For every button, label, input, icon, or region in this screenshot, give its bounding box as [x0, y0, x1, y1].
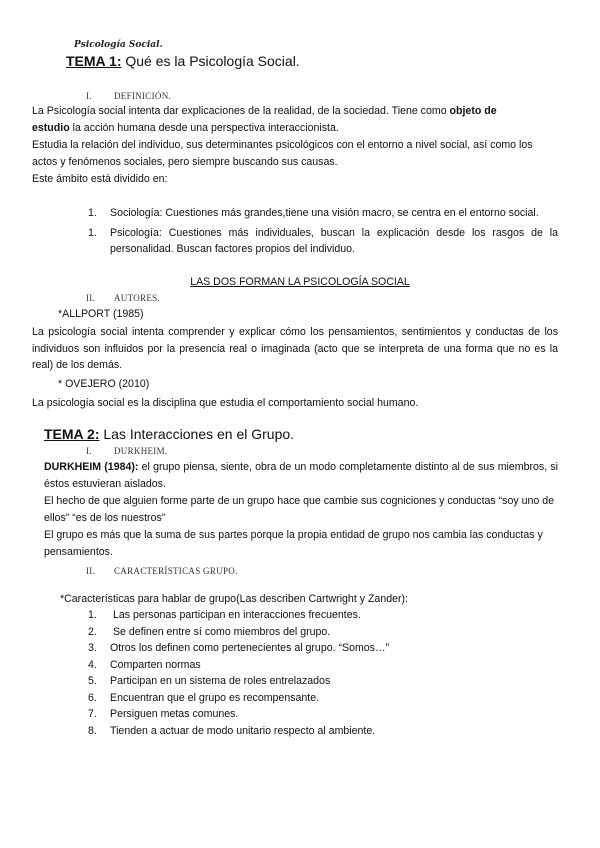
- text-run: la acción humana desde una perspectiva interaccionista.: [69, 121, 339, 134]
- section-number: I.: [86, 446, 92, 456]
- tema1-section-autores: [86, 293, 160, 303]
- tema1-heading: [66, 53, 300, 69]
- tema2-paragraph-3: El grupo es más que la suma de sus partes porque la propia entidad de grupo nos cambia las conductas y pensamientos.: [44, 529, 543, 558]
- list-text: Psicología: Cuestiones más individuales, buscan la explicación desde los rasgos de la personalidad. Buscan factores propios del individuo.: [110, 226, 558, 255]
- list-number: 2.: [88, 625, 97, 638]
- list-text: Persiguen metas comunes.: [110, 708, 239, 720]
- tema2-section-durkheim: [86, 446, 167, 456]
- list-item: [88, 690, 528, 707]
- list-text: Comparten normas: [110, 658, 201, 671]
- tema1-division-list: [88, 205, 558, 258]
- list-text: Encuentran que el grupo es recompensante.: [110, 691, 320, 704]
- list-item: [88, 205, 558, 222]
- tema2-heading: [44, 426, 294, 442]
- tema2-section-caracteristicas: [86, 566, 238, 576]
- list-item: [88, 723, 528, 740]
- list-number: 7.: [88, 708, 97, 720]
- list-text: Otros los definen como pertenecientes al grupo. “Somos…”: [110, 642, 390, 654]
- section-title: CARACTERÍSTICAS GRUPO.: [114, 566, 238, 576]
- ovejero-definition: La psicología social es la disciplina que estudia el comportamiento social humano.: [32, 397, 419, 409]
- tema1-section-definicion: [86, 91, 171, 101]
- list-item: [88, 607, 528, 624]
- section-title: DEFINICIÓN.: [114, 91, 172, 101]
- tema1-paragraph-2: Estudia la relación del individuo, sus determinantes psicológicos con el entorno a nivel social, así como los actos y fenómenos sociales, pero siempre buscando sus causas.: [32, 139, 533, 168]
- text-run: La Psicología social intenta dar explicaciones de la realidad, de la sociedad. Tiene como: [32, 105, 450, 117]
- bold-term: estudio: [32, 121, 70, 134]
- list-item: [88, 624, 528, 641]
- characteristics-list: [88, 607, 528, 739]
- list-number: 4.: [88, 658, 97, 671]
- list-number: 6.: [88, 691, 97, 704]
- tema1-label: TEMA 1:: [66, 53, 122, 69]
- section-title: DURKHEIM.: [114, 446, 168, 456]
- list-number: 8.: [88, 724, 97, 737]
- list-text: Se definen entre sí como miembros del grupo.: [110, 625, 331, 638]
- header-note: Psicología Social.: [74, 40, 163, 50]
- section-number: I.: [86, 91, 92, 101]
- allport-definition: La psicología social intenta comprender y explicar cómo los pensamientos, sentimientos y conductas de los individuos son influidos por la presencia real o imaginada (acto que se interpreta de una forma que no es la real) de los demás.: [32, 326, 558, 371]
- list-number: 1.: [88, 226, 97, 239]
- tema1-paragraph-3: Este ámbito está dividido en:: [32, 173, 168, 185]
- list-text: Las personas participan en interacciones frecuentes.: [110, 609, 361, 621]
- section-number: II.: [86, 293, 96, 303]
- section-number: II.: [86, 566, 96, 576]
- list-item: [88, 673, 528, 690]
- list-item: [88, 706, 528, 723]
- tema2-paragraph-2: El hecho de que alguien forme parte de un grupo hace que cambie sus cogniciones y conductas “soy uno de ellos” “es de los nuestros”: [44, 495, 555, 524]
- list-number: 1.: [88, 609, 97, 621]
- tema1-paragraph-1: [32, 103, 558, 136]
- tema1-title: Qué es la Psicología Social.: [125, 53, 300, 69]
- tema2-label: TEMA 2:: [44, 426, 100, 442]
- list-item: [88, 640, 528, 657]
- characteristics-intro: *Características para hablar de grupo(Las describen Cartwright y Zander):: [60, 593, 408, 605]
- list-text: Tienden a actuar de modo unitario respecto al ambiente.: [110, 724, 376, 737]
- author-ovejero: * OVEJERO (2010): [58, 378, 150, 390]
- author-allport: *ALLPORT (1985): [58, 308, 144, 320]
- list-number: 5.: [88, 675, 97, 687]
- list-text: Sociología: Cuestiones más grandes,tiene una visión macro, se centra en el entorno social.: [110, 207, 539, 219]
- list-text: Participan en un sistema de roles entrelazados: [110, 675, 331, 687]
- tema2-title: Las Interacciones en el Grupo.: [103, 426, 295, 442]
- bold-term: objeto de: [449, 105, 497, 117]
- list-number: 1.: [88, 207, 97, 219]
- list-number: 3.: [88, 642, 97, 654]
- list-item: [88, 225, 558, 258]
- section-title: AUTORES.: [114, 293, 160, 303]
- list-item: [88, 657, 528, 674]
- tema2-paragraph-1: [44, 459, 558, 492]
- bold-term: DURKHEIM (1984):: [44, 461, 139, 473]
- text-run: el grupo piensa, siente, obra de un modo completamente distinto al de sus miembros, si éstos estuvieran aislados.: [44, 461, 558, 490]
- center-heading: LAS DOS FORMAN LA PSICOLOGÍA SOCIAL: [190, 276, 410, 288]
